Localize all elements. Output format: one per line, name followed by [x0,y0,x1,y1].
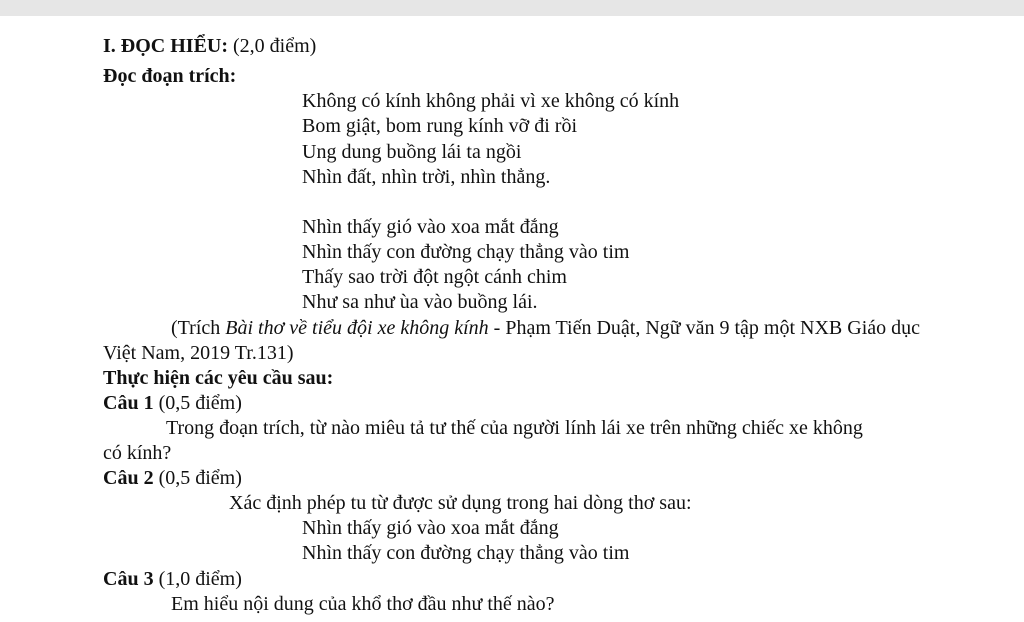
poem-line: Nhìn thấy con đường chạy thẳng vào tim [302,241,630,263]
question-3-label: Câu 3 [103,568,154,590]
section-title-points: (2,0 điểm) [228,35,317,57]
source-prefix: (Trích [171,317,226,339]
source-suffix: - Phạm Tiến Duật, Ngữ văn 9 tập một NXB Giáo dục [488,317,921,339]
question-1-label: Câu 1 [103,392,154,414]
question-1-text: Trong đoạn trích, từ nào miêu tả tư thế của người lính lái xe trên những chiếc xe không [166,417,863,439]
question-3-points: (1,0 điểm) [153,568,242,590]
question-2-verse: Nhìn thấy gió vào xoa mắt đắng [302,517,559,539]
source-work-title: Bài thơ về tiểu đội xe không kính [225,317,489,339]
source-citation [171,316,920,340]
poem-line: Như sa như ùa vào buồng lái. [302,291,538,313]
question-2-label: Câu 2 [103,467,154,489]
question-1-points: (0,5 điểm) [153,392,242,414]
poem-line: Không có kính không phải vì xe không có kính [302,90,680,112]
question-1-heading [103,391,242,415]
section-title [103,34,316,58]
question-1-text-cont: có kính? [103,442,172,464]
poem-line: Nhìn đất, nhìn trời, nhìn thẳng. [302,166,551,188]
question-3-text: Em hiểu nội dung của khổ thơ đầu như thế nào? [171,593,555,615]
question-2-text: Xác định phép tu từ được sử dụng trong hai dòng thơ sau: [229,492,692,514]
read-label: Đọc đoạn trích: [103,65,237,87]
poem-line: Nhìn thấy gió vào xoa mắt đắng [302,216,559,238]
poem-line: Thấy sao trời đột ngột cánh chim [302,266,567,288]
requirements-label: Thực hiện các yêu cầu sau: [103,367,334,389]
question-2-points: (0,5 điểm) [153,467,242,489]
poem-line: Bom giật, bom rung kính vỡ đi rồi [302,115,578,137]
section-title-bold: I. ĐỌC HIỂU: [103,35,229,57]
poem-line: Ung dung buồng lái ta ngồi [302,141,522,163]
question-3-heading [103,567,242,591]
question-2-heading [103,466,242,490]
question-2-verse: Nhìn thấy con đường chạy thẳng vào tim [302,542,630,564]
source-citation-line2: Việt Nam, 2019 Tr.131) [103,342,294,364]
